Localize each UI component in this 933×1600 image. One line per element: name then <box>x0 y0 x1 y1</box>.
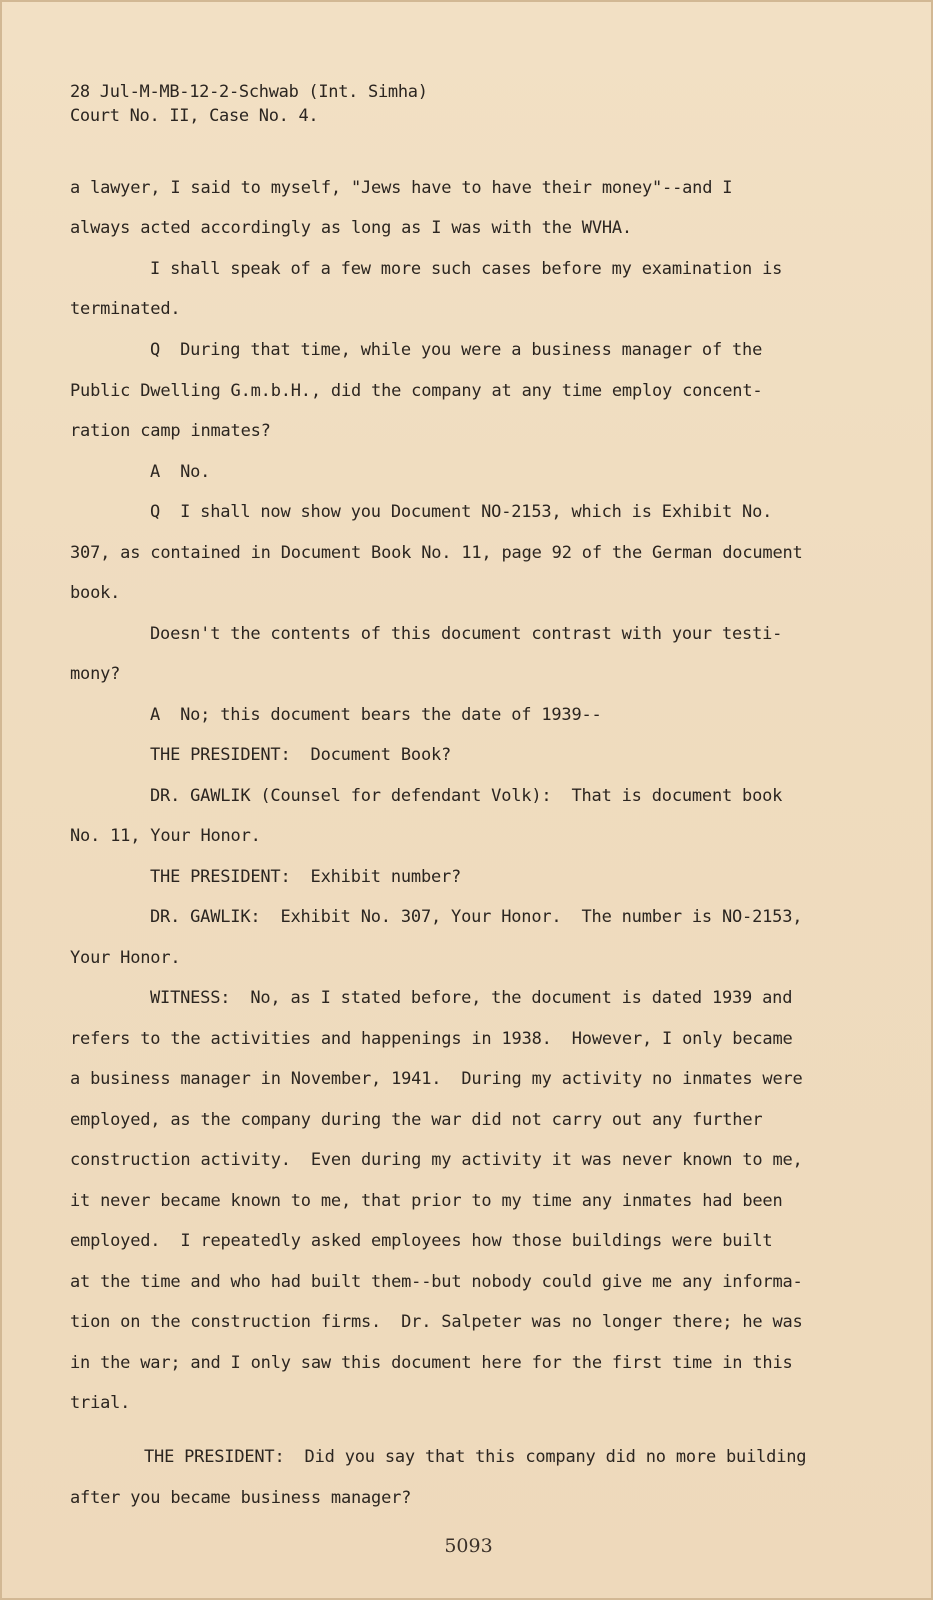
text-line: A No; this document bears the date of 1939-- <box>150 705 602 725</box>
text-line: Doesn't the contents of this document contrast with your testi- <box>150 624 783 644</box>
text-line: employed, as the company during the war did not carry out any further <box>70 1110 763 1130</box>
text-line: Your Honor. <box>70 948 181 968</box>
text-line: A No. <box>150 462 211 482</box>
text-line: employed. I repeatedly asked employees how those buildings were built <box>70 1231 773 1251</box>
text-line: a business manager in November, 1941. During my activity no inmates were <box>70 1069 803 1089</box>
text-line: at the time and who had built them--but nobody could give me any informa- <box>70 1272 803 1292</box>
text-line: refers to the activities and happenings in 1938. However, I only became <box>70 1029 793 1049</box>
text-line: No. 11, Your Honor. <box>70 826 261 846</box>
text-line: book. <box>70 583 121 603</box>
text-line: DR. GAWLIK (Counsel for defendant Volk): That is document book <box>150 786 783 806</box>
text-line: WITNESS: No, as I stated before, the document is dated 1939 and <box>150 988 793 1008</box>
text-line: Public Dwelling G.m.b.H., did the company at any time employ concent- <box>70 381 763 401</box>
text-line: terminated. <box>70 299 181 319</box>
text-line: a lawyer, I said to myself, "Jews have to have their money"--and I <box>70 178 733 198</box>
text-line: 307, as contained in Document Book No. 11, page 92 of the German document <box>70 543 803 563</box>
text-line: construction activity. Even during my activity it was never known to me, <box>70 1150 803 1170</box>
text-line: always acted accordingly as long as I was with the WVHA. <box>70 218 632 238</box>
text-line: mony? <box>70 664 121 684</box>
text-line: trial. <box>70 1393 131 1413</box>
text-line: Q I shall now show you Document NO-2153, which is Exhibit No. <box>150 502 773 522</box>
text-line: I shall speak of a few more such cases before my examination is <box>150 259 783 279</box>
text-line: THE PRESIDENT: Did you say that this company did no more building <box>144 1447 807 1467</box>
text-line: tion on the construction firms. Dr. Salpeter was no longer there; he was <box>70 1312 803 1332</box>
text-line: Q During that time, while you were a business manager of the <box>150 340 763 360</box>
text-line: THE PRESIDENT: Exhibit number? <box>150 867 462 887</box>
page-number: 5093 <box>444 1535 493 1557</box>
document-header <box>70 80 428 128</box>
text-line: DR. GAWLIK: Exhibit No. 307, Your Honor. The number is NO-2153, <box>150 907 803 927</box>
header-line-2: Court No. II, Case No. 4. <box>70 106 319 126</box>
text-line: in the war; and I only saw this document here for the first time in this <box>70 1353 793 1373</box>
text-line: ration camp inmates? <box>70 421 271 441</box>
text-line: after you became business manager? <box>70 1488 412 1508</box>
header-line-1: 28 Jul-M-MB-12-2-Schwab (Int. Simha) <box>70 82 428 102</box>
text-line: THE PRESIDENT: Document Book? <box>150 745 452 765</box>
text-line: it never became known to me, that prior to my time any inmates had been <box>70 1191 783 1211</box>
